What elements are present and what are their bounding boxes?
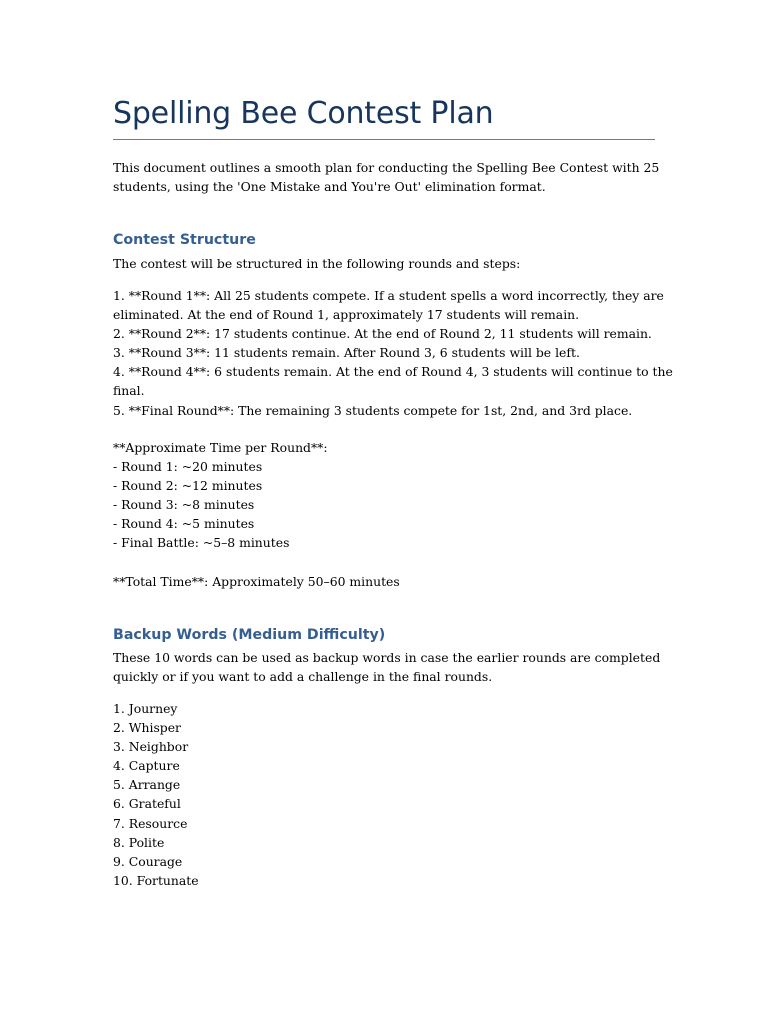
round-line: 1. **Round 1**: All 25 students compete. If a student spells a word incorrectly, they are (113, 288, 664, 303)
backup-words-list (113, 699, 199, 890)
list-item: 6. Grateful (113, 796, 181, 812)
intro-paragraph (113, 158, 660, 196)
time-line: - Round 4: ~5 minutes (113, 516, 255, 532)
list-item: 1. Journey (113, 701, 178, 716)
list-item: 8. Polite (113, 834, 165, 850)
backup-words-heading: Backup Words (Medium Difficulty) (113, 627, 386, 643)
round-line: final. (113, 383, 145, 399)
intro-line: This document outlines a smooth plan for conducting the Spelling Bee Contest with 25 (113, 160, 660, 175)
round-line: 4. **Round 4**: 6 students remain. At the end of Round 4, 3 students will continue to the (113, 364, 673, 380)
backup-intro-line: quickly or if you want to add a challenge in the final rounds. (113, 669, 493, 685)
round-line: eliminated. At the end of Round 1, approximately 17 students will remain. (113, 307, 580, 323)
round-line: 2. **Round 2**: 17 students continue. At the end of Round 2, 11 students will remain. (113, 326, 652, 342)
list-item: 9. Courage (113, 853, 183, 869)
contest-structure-heading: Contest Structure (113, 232, 256, 248)
list-item: 10. Fortunate (113, 872, 199, 888)
title-underline (113, 139, 655, 140)
structure-lead (113, 254, 655, 273)
structure-lead-text: The contest will be structured in the following rounds and steps: (113, 256, 521, 271)
list-item: 4. Capture (113, 758, 180, 774)
rounds-list (113, 286, 673, 420)
round-line: 3. **Round 3**: 11 students remain. After Round 3, 6 students will be left. (113, 345, 580, 361)
intro-line: students, using the 'One Mistake and You're Out' elimination format. (113, 179, 546, 195)
list-item: 5. Arrange (113, 777, 181, 793)
time-line: - Round 3: ~8 minutes (113, 497, 255, 513)
total-time (113, 572, 655, 591)
time-line: **Approximate Time per Round**: (113, 440, 328, 455)
total-time-text: **Total Time**: Approximately 50–60 minutes (113, 574, 400, 589)
time-line: - Round 2: ~12 minutes (113, 478, 263, 494)
backup-intro (113, 648, 661, 686)
time-line: - Round 1: ~20 minutes (113, 459, 263, 475)
list-item: 2. Whisper (113, 720, 181, 736)
list-item: 3. Neighbor (113, 739, 189, 755)
document-title: Spelling Bee Contest Plan (113, 96, 494, 131)
round-line: 5. **Final Round**: The remaining 3 students compete for 1st, 2nd, and 3rd place. (113, 402, 633, 418)
list-item: 7. Resource (113, 815, 188, 831)
time-line: - Final Battle: ~5–8 minutes (113, 535, 290, 551)
time-per-round-block (113, 438, 655, 553)
backup-intro-line: These 10 words can be used as backup words in case the earlier rounds are completed (113, 650, 661, 665)
